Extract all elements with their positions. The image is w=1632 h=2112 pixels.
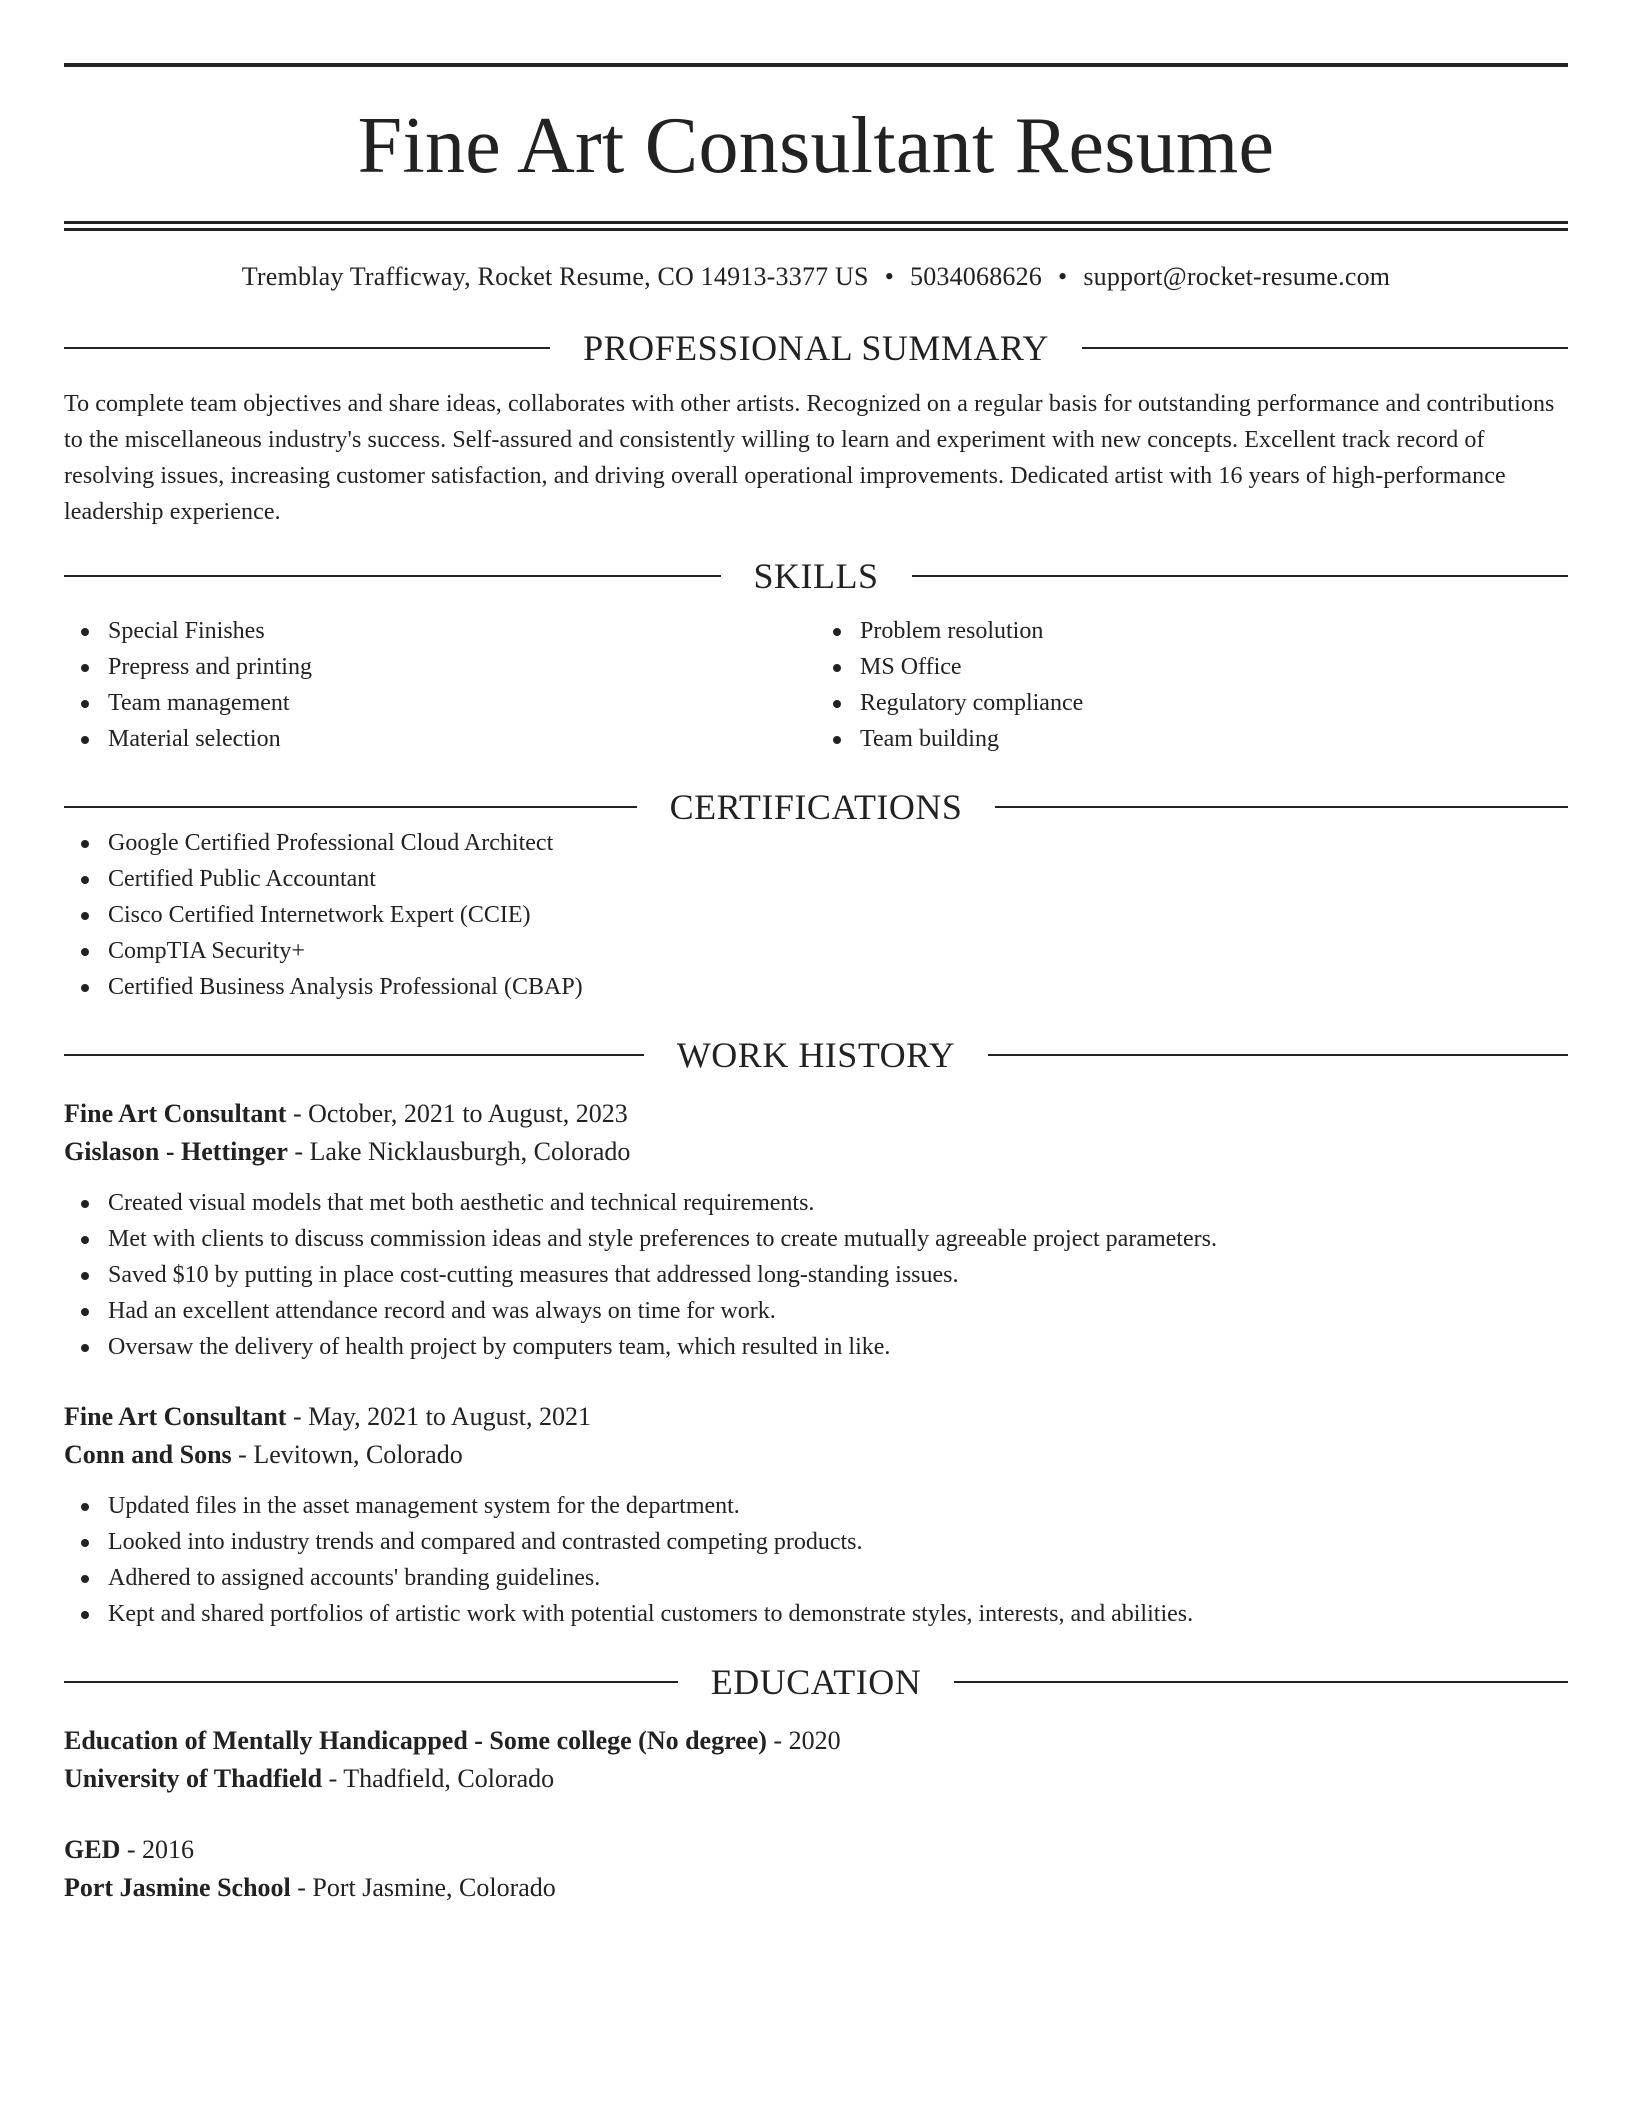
education-entry	[64, 1722, 1568, 1798]
job-duty-item: Oversaw the delivery of health project by computers team, which resulted in like.	[64, 1329, 1568, 1365]
job-title: Fine Art Consultant	[64, 1099, 287, 1129]
skill-item: Prepress and printing	[64, 649, 816, 685]
contact-email: support@rocket-resume.com	[1083, 262, 1391, 291]
education-degree: GED	[64, 1835, 121, 1865]
certification-item: Google Certified Professional Cloud Architect	[64, 825, 1568, 861]
heading-rule	[64, 347, 550, 349]
heading-rule	[954, 1681, 1568, 1683]
job-duties-list	[64, 1488, 1568, 1632]
section-title: PROFESSIONAL SUMMARY	[583, 328, 1049, 369]
heading-rule	[995, 806, 1568, 808]
heading-rule	[988, 1054, 1568, 1056]
top-rule	[64, 63, 1568, 67]
education-school: University of Thadfield	[64, 1764, 323, 1794]
job-duty-item: Saved $10 by putting in place cost-cutting measures that addressed long-standing issues.	[64, 1257, 1568, 1293]
contact-separator: •	[1058, 262, 1068, 291]
section-title: WORK HISTORY	[676, 1035, 956, 1076]
summary-text: To complete team objectives and share ideas, collaborates with other artists. Recognized on a regular basis for outstanding performance and contributions to the miscellaneous industry's success. Self-assured and consistently willing to learn and experiment with new concepts. Excellent track record of resolving issues, increasing customer satisfaction, and driving overall operational improvements. Dedicated artist with 16 years of high-performance leadership experience.	[64, 391, 1555, 526]
job-title-line	[64, 1095, 1568, 1133]
job-title-line	[64, 1398, 1568, 1436]
education-degree-line	[64, 1831, 1568, 1869]
heading-rule	[64, 1681, 678, 1683]
job-location: - Levitown, Colorado	[231, 1440, 463, 1470]
certifications-list	[64, 825, 1568, 1005]
job-duty-item: Updated files in the asset management system for the department.	[64, 1488, 1568, 1524]
contact-address: Tremblay Trafficway, Rocket Resume, CO 14913-3377 US	[241, 262, 869, 291]
heading-rule	[64, 806, 637, 808]
section-title: EDUCATION	[710, 1662, 922, 1703]
job-dates: - May, 2021 to August, 2021	[286, 1402, 592, 1432]
job-duties-list	[64, 1185, 1568, 1365]
title-double-rule	[64, 221, 1568, 231]
contact-phone: 5034068626	[910, 262, 1042, 291]
job-duty-item: Kept and shared portfolios of artistic work with potential customers to demonstrate styles, interests, and abilities.	[64, 1596, 1568, 1632]
skill-item: Material selection	[64, 721, 816, 757]
skills-grid	[64, 613, 1568, 757]
certification-item: CompTIA Security+	[64, 933, 1568, 969]
education-location: - Thadfield, Colorado	[322, 1764, 555, 1794]
job-entry	[64, 1398, 1568, 1632]
skill-item: Team management	[64, 685, 816, 721]
section-heading-summary	[64, 328, 1568, 369]
job-location: - Lake Nicklausburgh, Colorado	[287, 1137, 631, 1167]
job-company: Conn and Sons	[64, 1440, 232, 1470]
job-duty-item: Met with clients to discuss commission ideas and style preferences to create mutually agreeable project parameters.	[64, 1221, 1568, 1257]
skills-column-right	[816, 613, 1568, 757]
job-company-line	[64, 1133, 1568, 1171]
job-duty-item: Looked into industry trends and compared and contrasted competing products.	[64, 1524, 1568, 1560]
education-degree-line	[64, 1722, 1568, 1760]
section-title: SKILLS	[753, 556, 879, 597]
heading-rule	[64, 575, 721, 577]
contact-separator: •	[884, 262, 894, 291]
job-entry	[64, 1095, 1568, 1365]
section-title: CERTIFICATIONS	[669, 787, 963, 828]
education-school-line	[64, 1760, 1568, 1798]
job-duty-item: Created visual models that met both aesthetic and technical requirements.	[64, 1185, 1568, 1221]
education-year: - 2020	[766, 1726, 841, 1756]
contact-line	[64, 261, 1568, 292]
job-company: Gislason - Hettinger	[64, 1137, 288, 1167]
certification-item: Certified Business Analysis Professional (CBAP)	[64, 969, 1568, 1005]
heading-rule	[64, 1054, 644, 1056]
education-degree: Education of Mentally Handicapped - Some college (No degree)	[64, 1726, 767, 1756]
job-duty-item: Had an excellent attendance record and was always on time for work.	[64, 1293, 1568, 1329]
skill-item: MS Office	[816, 649, 1568, 685]
page-title: Fine Art Consultant Resume	[357, 102, 1275, 190]
skill-item: Regulatory compliance	[816, 685, 1568, 721]
certification-item: Cisco Certified Internetwork Expert (CCIE)	[64, 897, 1568, 933]
job-dates: - October, 2021 to August, 2023	[286, 1099, 628, 1129]
education-year: - 2016	[120, 1835, 195, 1865]
job-title: Fine Art Consultant	[64, 1402, 287, 1432]
job-company-line	[64, 1436, 1568, 1474]
education-school: Port Jasmine School	[64, 1873, 291, 1903]
job-duty-item: Adhered to assigned accounts' branding guidelines.	[64, 1560, 1568, 1596]
section-heading-education	[64, 1662, 1568, 1703]
skill-item: Problem resolution	[816, 613, 1568, 649]
skill-item: Team building	[816, 721, 1568, 757]
heading-rule	[912, 575, 1569, 577]
certification-item: Certified Public Accountant	[64, 861, 1568, 897]
heading-rule	[1082, 347, 1568, 349]
section-heading-certifications	[64, 787, 1568, 828]
section-heading-work-history	[64, 1035, 1568, 1076]
section-heading-skills	[64, 556, 1568, 597]
education-school-line	[64, 1869, 1568, 1907]
education-location: - Port Jasmine, Colorado	[290, 1873, 556, 1903]
education-entry	[64, 1831, 1568, 1907]
skills-column-left	[64, 613, 816, 757]
skill-item: Special Finishes	[64, 613, 816, 649]
